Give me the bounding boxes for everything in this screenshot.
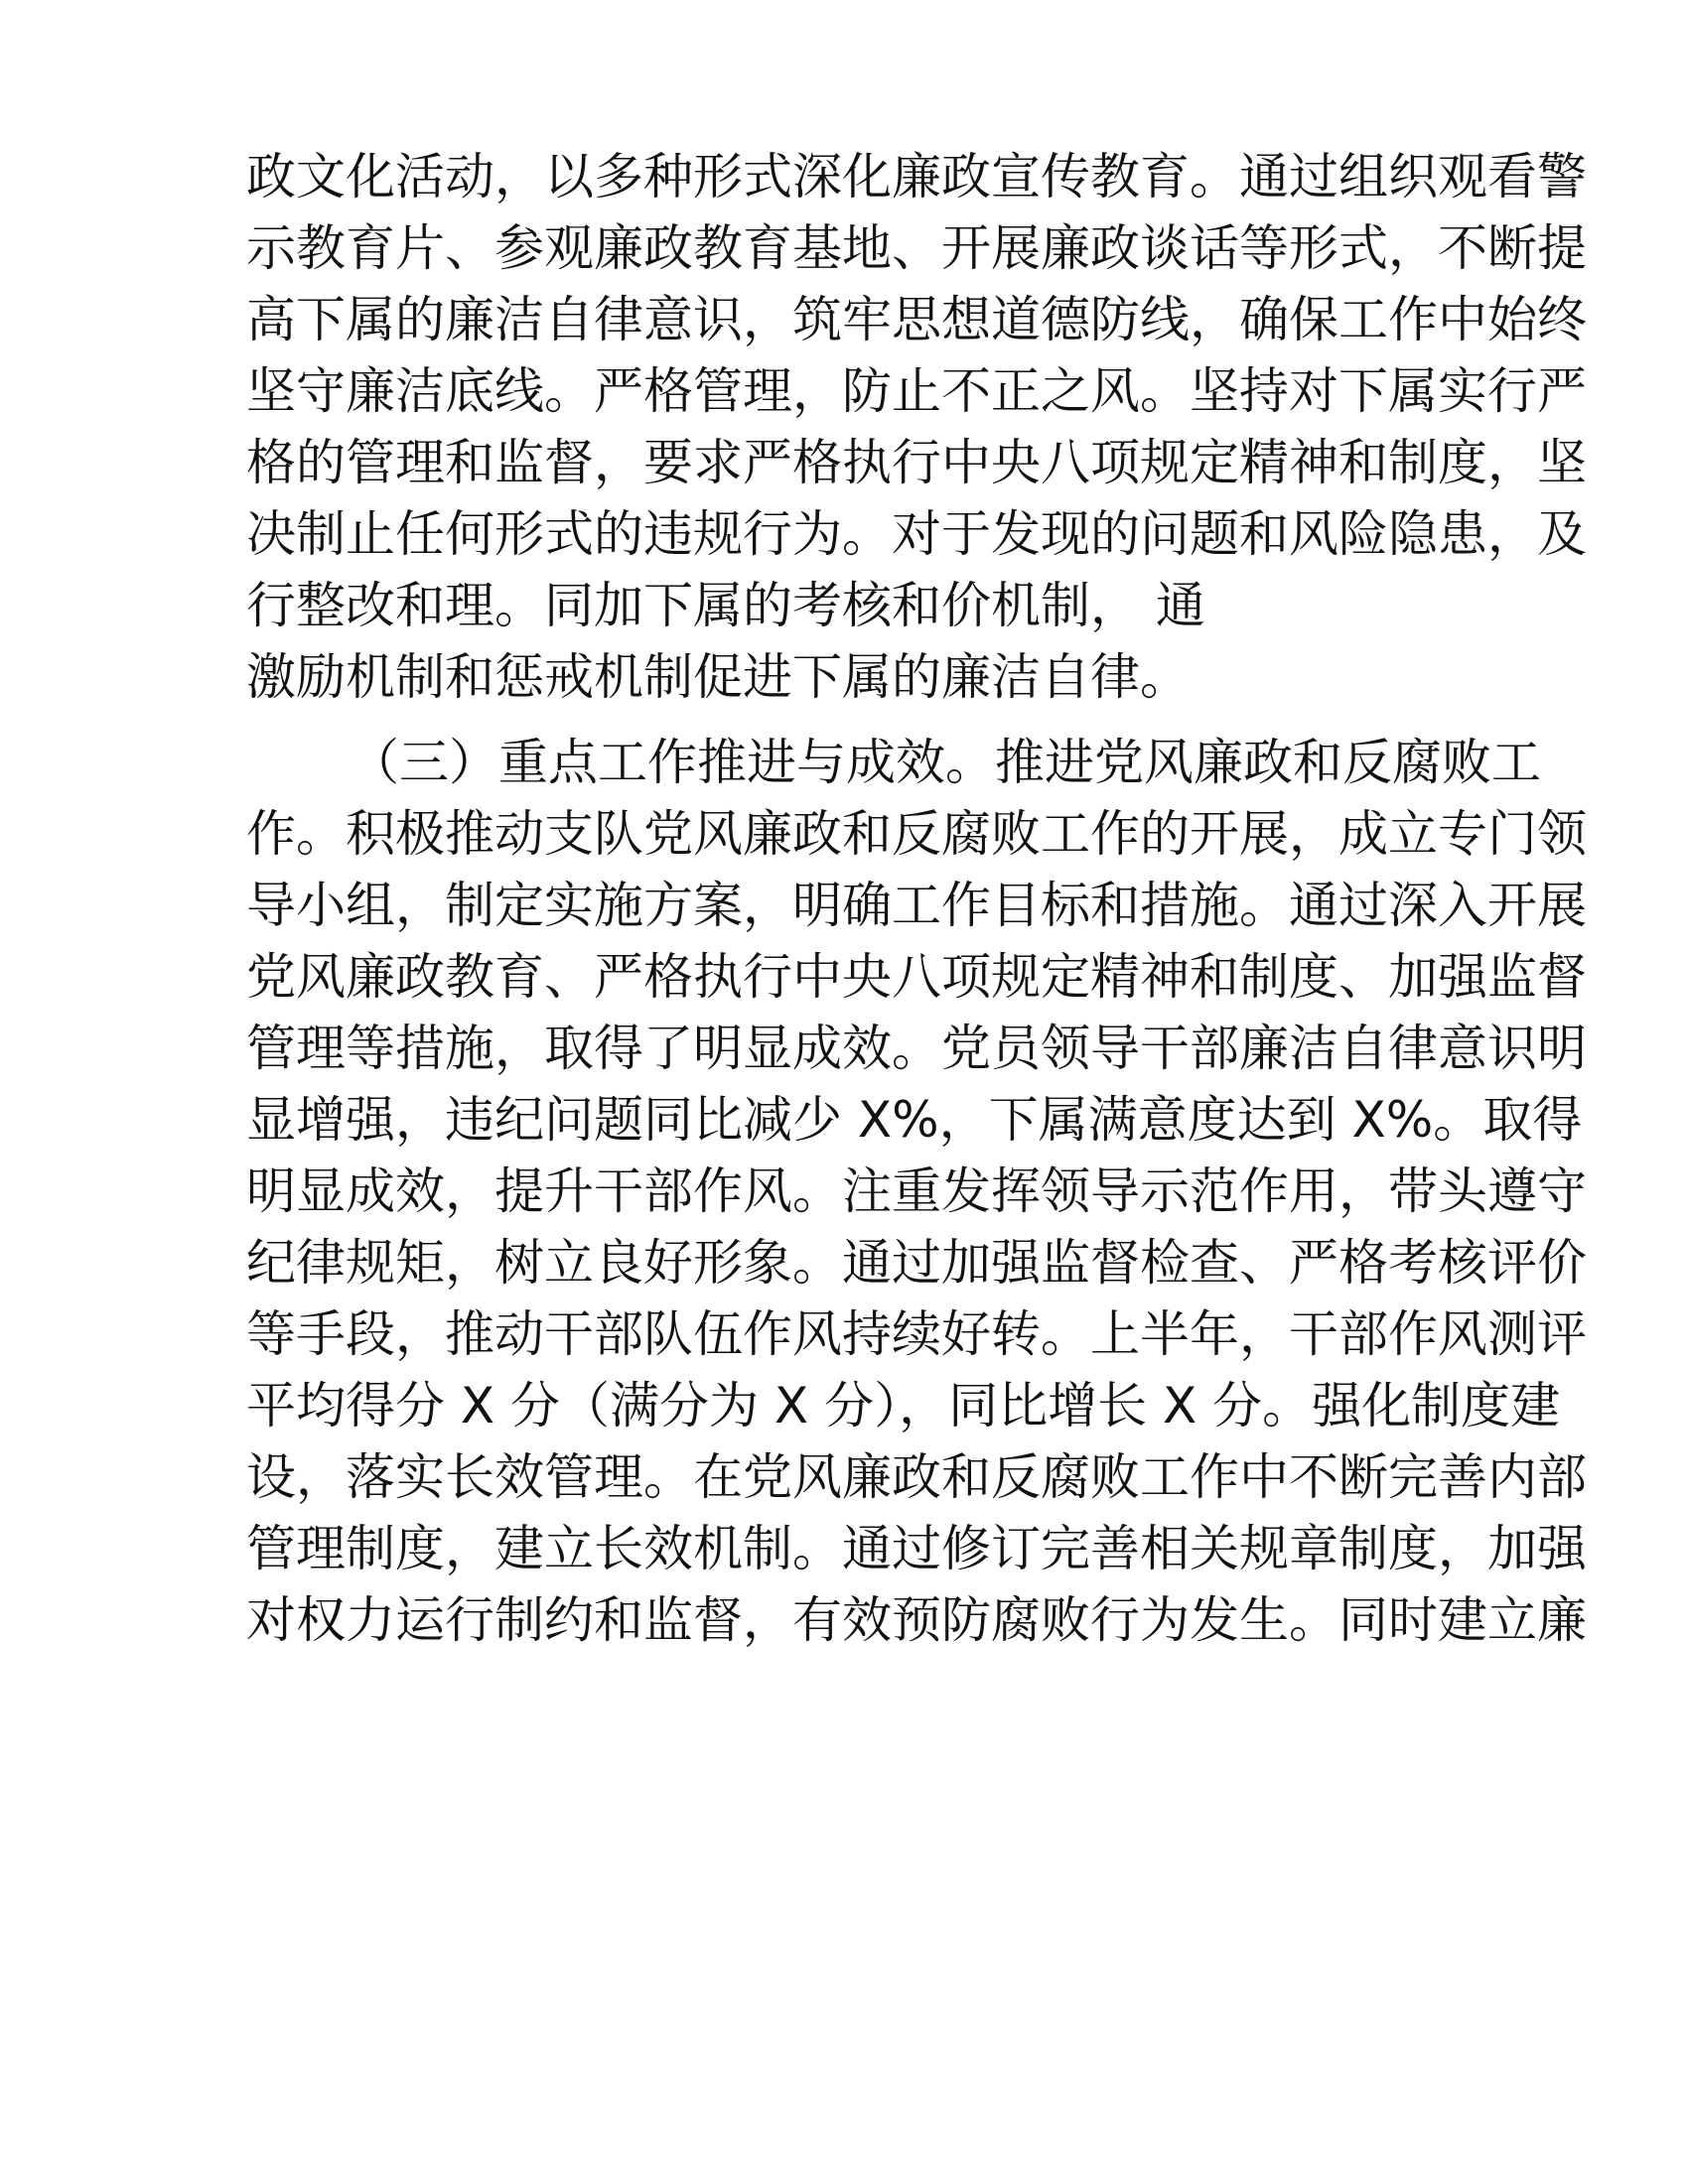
text-line: 高下属的廉洁自律意识，筑牢思想道德防线，确保工作中始终 bbox=[246, 291, 1587, 348]
text-line: 作。积极推动支队党风廉政和反腐败工作的开展，成立专门领 bbox=[246, 805, 1587, 863]
text-line: 明显成效，提升干部作风。注重发挥领导示范作用，带头遵守 bbox=[246, 1162, 1587, 1220]
text-line: 显增强，违纪问题同比减少 X%，下属满意度达到 X%。取得 bbox=[246, 1091, 1583, 1149]
text-line: 党风廉政教育、严格执行中央八项规定精神和制度、加强监督 bbox=[246, 948, 1587, 1006]
text-line: 平均得分 X 分（满分为 X 分），同比增长 X 分。强化制度建 bbox=[246, 1377, 1561, 1434]
text-line: 示教育片、参观廉政教育基地、开展廉政谈话等形式，不断提 bbox=[246, 219, 1587, 277]
text-line: 纪律规矩，树立良好形象。通过加强监督检查、严格考核评价 bbox=[246, 1234, 1587, 1292]
section-heading-line: （三）重点工作推进与成效。推进党风廉政和反腐败工 bbox=[350, 734, 1541, 791]
text-line: 格的管理和监督，要求严格执行中央八项规定精神和制度，坚 bbox=[246, 434, 1587, 491]
text-line: 管理制度，建立长效机制。通过修订完善相关规章制度，加强 bbox=[246, 1520, 1587, 1577]
text-line: 等手段，推动干部队伍作风持续好转。上半年，干部作风测评 bbox=[246, 1305, 1587, 1363]
text-line: 政文化活动，以多种形式深化廉政宣传教育。通过组织观看警 bbox=[246, 148, 1587, 205]
text-line: 行整改和理。同加下属的考核和价机制， 通 bbox=[246, 577, 1205, 634]
text-line: 对权力运行制约和监督，有效预防腐败行为发生。同时建立廉 bbox=[246, 1591, 1587, 1649]
text-line: 管理等措施，取得了明显成效。党员领导干部廉洁自律意识明 bbox=[246, 1020, 1587, 1077]
text-line: 坚守廉洁底线。严格管理，防止不正之风。坚持对下属实行严 bbox=[246, 362, 1587, 420]
text-line: 设，落实长效管理。在党风廉政和反腐败工作中不断完善内部 bbox=[246, 1448, 1587, 1506]
text-line: 激励机制和惩戒机制促进下属的廉洁自律。 bbox=[246, 648, 1190, 706]
text-line: 导小组，制定实施方案，明确工作目标和措施。通过深入开展 bbox=[246, 877, 1587, 934]
text-line: 决制止任何形式的违规行为。对于发现的问题和风险隐患，及 bbox=[246, 505, 1587, 563]
